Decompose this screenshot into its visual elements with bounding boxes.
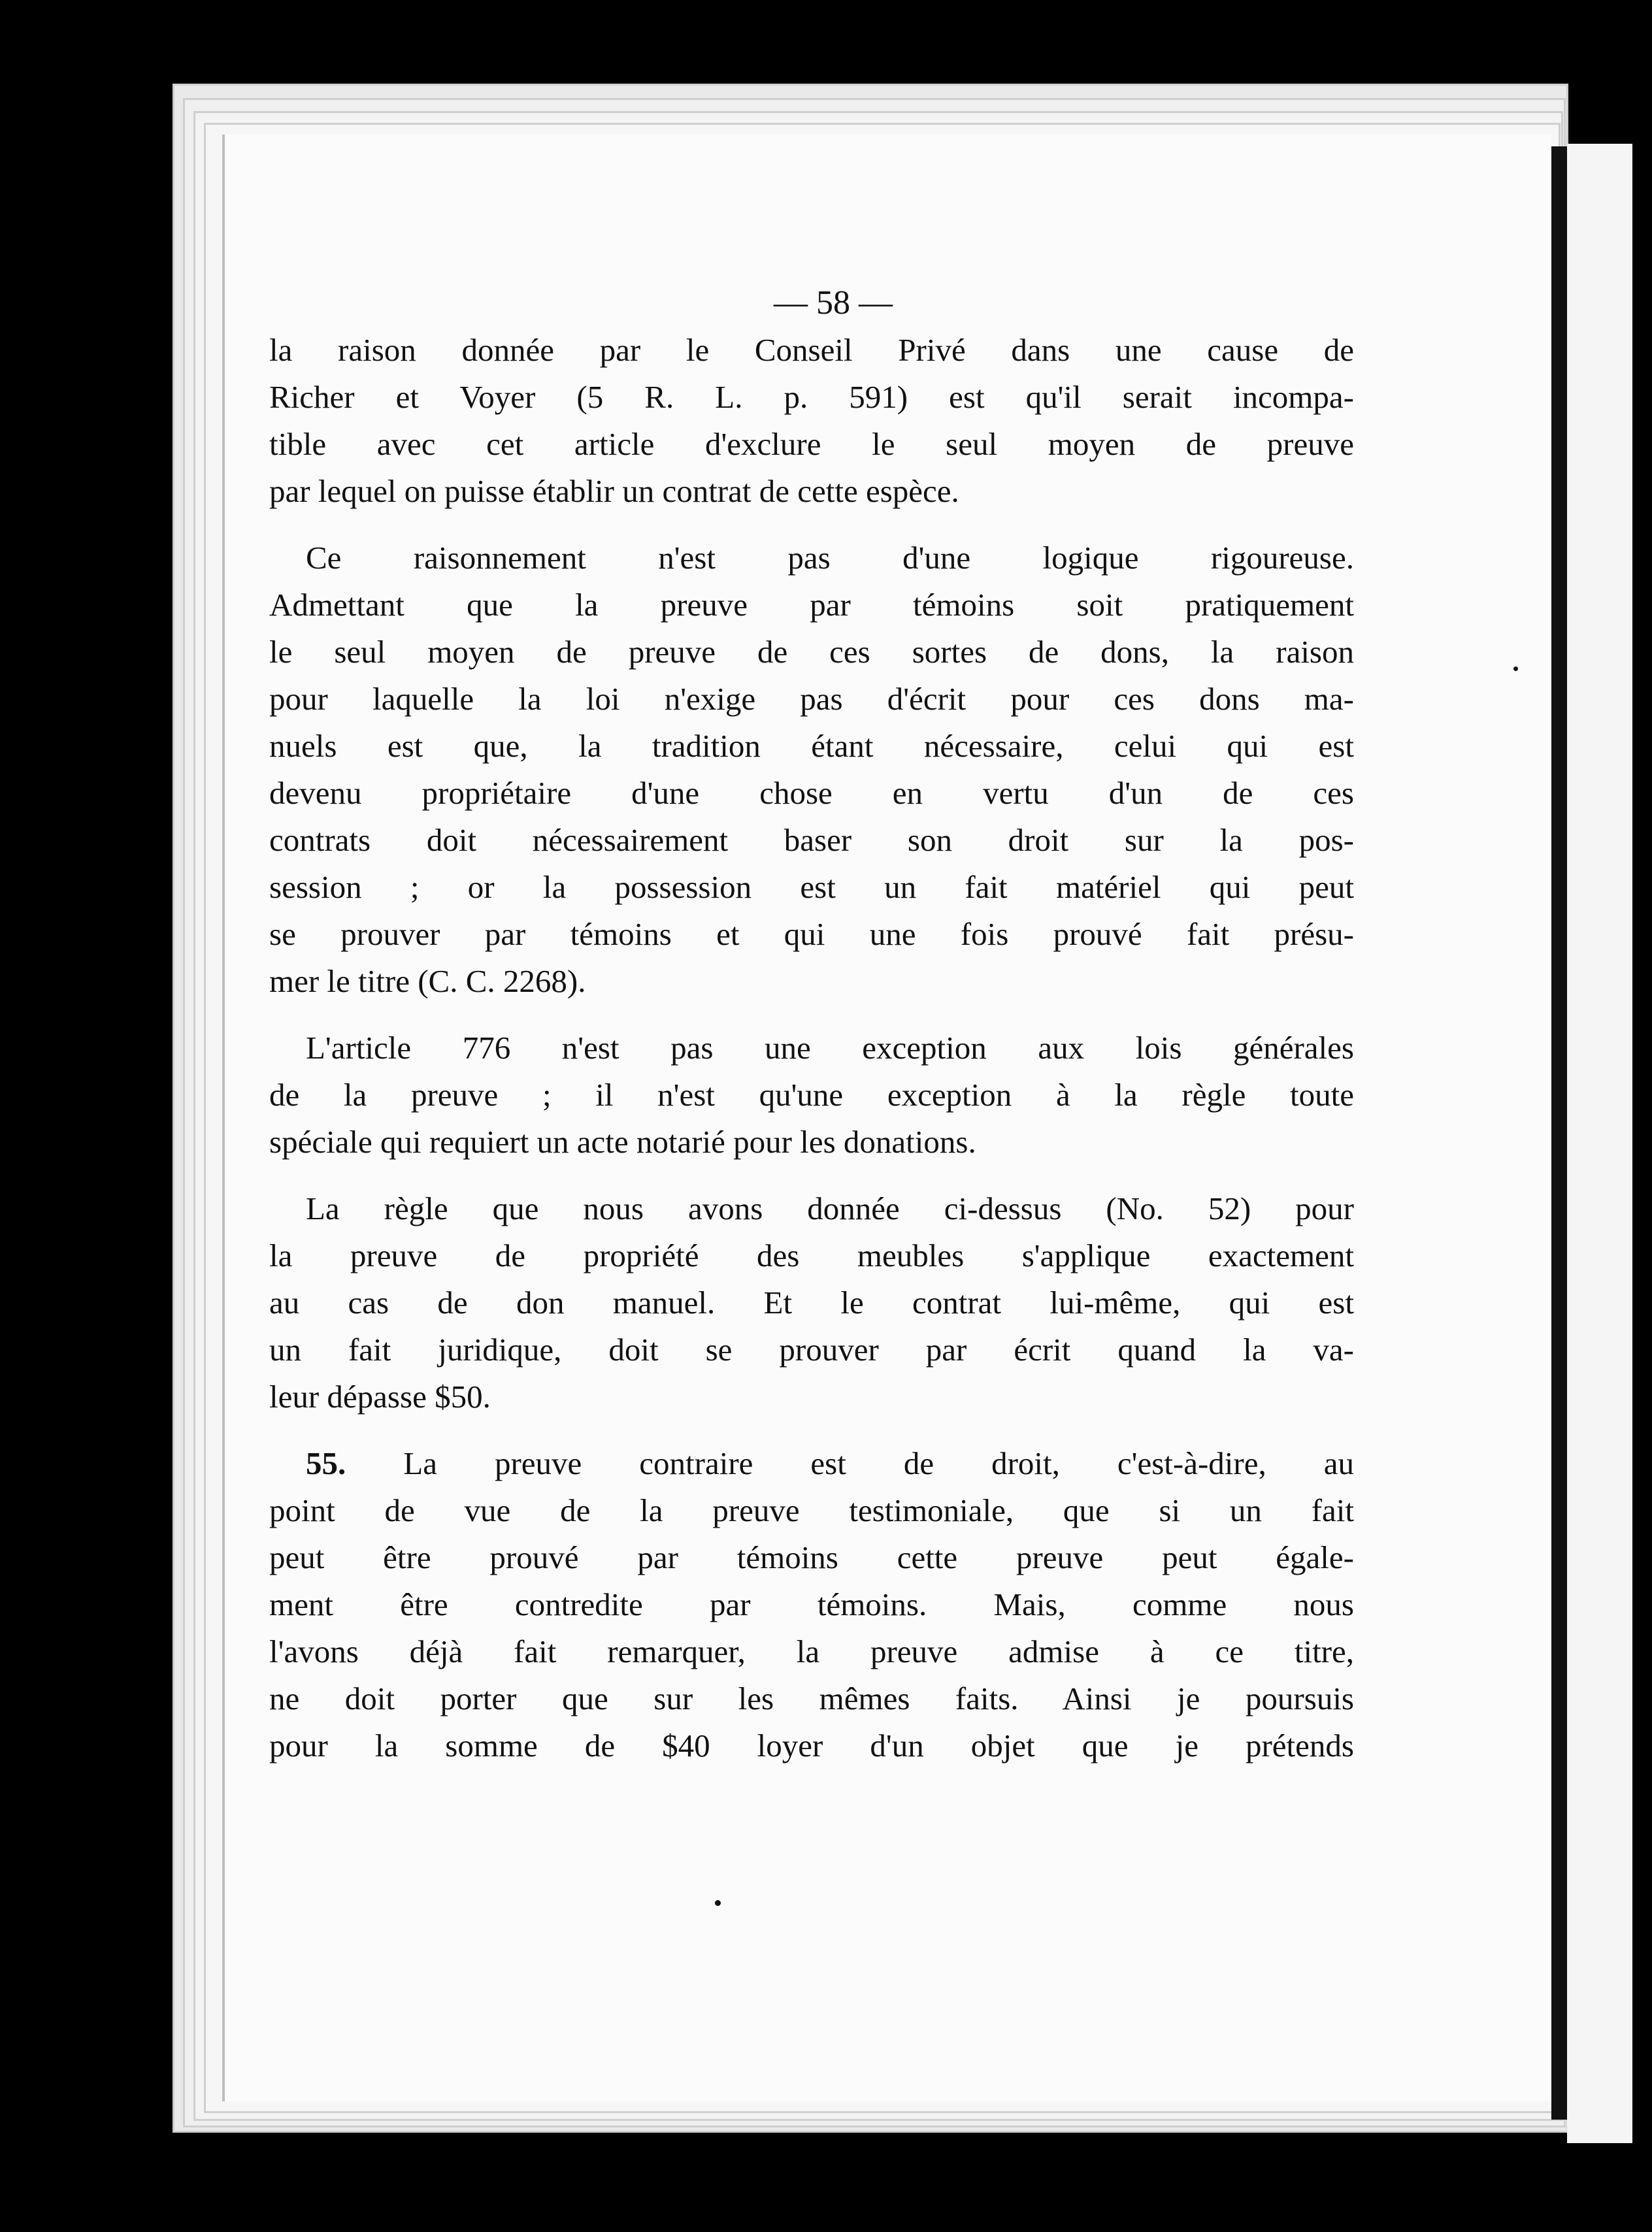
text-line: contrats doit nécessairement baser son droit sur la pos- xyxy=(269,822,1354,858)
text-line-rest: La preuve contraire est de droit, c'est-à-dire, au xyxy=(346,1445,1354,1481)
text-line: Richer et Voyer (5 R. L. p. 591) est qu'il serait incompa- xyxy=(269,379,1354,415)
book-spine-shadow xyxy=(1551,146,1567,2120)
text-line: par lequel on puisse établir un contrat de cette espèce. xyxy=(269,473,959,509)
text-line: mer le titre (C. C. 2268). xyxy=(269,963,586,999)
text-line: devenu propriétaire d'une chose en vertu d'un de ces xyxy=(269,775,1354,811)
text-line: Admettant que la preuve par témoins soit pratiquement xyxy=(269,587,1354,623)
text-line: spéciale qui requiert un acte notarié pour les donations. xyxy=(269,1124,976,1160)
section-paragraph xyxy=(269,1440,1354,1769)
paragraph xyxy=(269,1185,1354,1420)
paragraph xyxy=(269,534,1354,1005)
text-line: session ; or la possession est un fait matériel qui peut xyxy=(269,869,1354,905)
section-number: 55. xyxy=(306,1445,346,1481)
paragraph xyxy=(269,1025,1354,1166)
text-line: de la preuve ; il n'est qu'une exception à la règle toute xyxy=(269,1077,1354,1113)
facing-page-edge xyxy=(1567,144,1632,2143)
page-number: — 58 — xyxy=(774,284,893,321)
text-line: la raison donnée par le Conseil Privé dans une cause de xyxy=(269,332,1354,368)
ink-speck xyxy=(1513,666,1518,671)
text-line: au cas de don manuel. Et le contrat lui-même, qui est xyxy=(269,1285,1354,1321)
text-line: nuels est que, la tradition étant nécessaire, celui qui est xyxy=(269,728,1354,764)
text-line: tible avec cet article d'exclure le seul moyen de preuve xyxy=(269,426,1354,462)
text-line: La règle que nous avons donnée ci-dessus (No. 52) pour xyxy=(306,1190,1354,1226)
body-text xyxy=(269,327,1354,1789)
text-line: ne doit porter que sur les mêmes faits. Ainsi je poursuis xyxy=(269,1681,1354,1716)
text-line: pour laquelle la loi n'exige pas d'écrit pour ces dons ma- xyxy=(269,681,1354,717)
text-line: se prouver par témoins et qui une fois prouvé fait présu- xyxy=(269,916,1354,952)
text-line: peut être prouvé par témoins cette preuve peut égale- xyxy=(269,1539,1354,1575)
text-line: ment être contredite par témoins. Mais, comme nous xyxy=(269,1586,1354,1622)
text-line: le seul moyen de preuve de ces sortes de dons, la raison xyxy=(269,634,1354,670)
text-line: l'avons déjà fait remarquer, la preuve admise à ce titre, xyxy=(269,1633,1354,1669)
text-line: L'article 776 n'est pas une exception aux lois générales xyxy=(306,1030,1354,1066)
text-line xyxy=(269,1440,1354,1487)
ink-speck xyxy=(715,1900,721,1906)
text-line: point de vue de la preuve testimoniale, que si un fait xyxy=(269,1492,1354,1528)
text-line: Ce raisonnement n'est pas d'une logique rigoureuse. xyxy=(306,540,1354,576)
text-line: leur dépasse $50. xyxy=(269,1379,491,1415)
text-line: la preuve de propriété des meubles s'applique exactement xyxy=(269,1238,1354,1273)
text-line: pour la somme de $40 loyer d'un objet que je prétends xyxy=(269,1728,1354,1764)
paragraph xyxy=(269,327,1354,515)
text-line: un fait juridique, doit se prouver par écrit quand la va- xyxy=(269,1332,1354,1368)
